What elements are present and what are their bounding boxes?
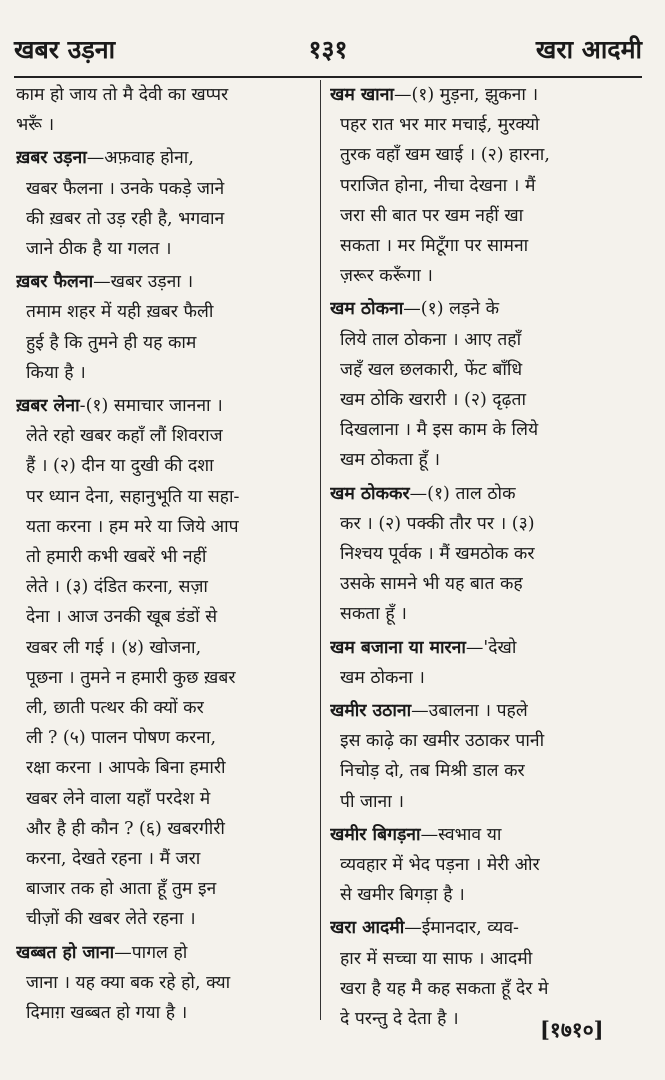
entry-text: इस काढ़े का खमीर उठाकर पानी <box>340 731 545 752</box>
entry-text: खबर लेने वाला यहाँ परदेश मे <box>26 788 211 809</box>
entry-text: —(१) ताल ठोक <box>409 483 516 504</box>
entry-text: —स्वभाव या <box>420 824 502 845</box>
entry-line <box>16 80 312 110</box>
entry-text: की ख़बर तो उड़ रही है, भगवान <box>26 208 225 229</box>
right-column <box>330 80 628 1037</box>
entry-line <box>16 602 312 632</box>
entry-headword: खम खाना <box>330 85 394 105</box>
entry-text: उसके सामने भी यह बात कह <box>340 574 523 595</box>
entry-text: से खमीर बिगड़ा है । <box>340 885 465 906</box>
entry-line <box>330 696 628 726</box>
entry-text: रक्षा करना । आपके बिना हमारी <box>26 758 226 779</box>
entry-line <box>16 451 312 481</box>
entry-text: खबर ली गई । (४) खोजना, <box>26 637 202 658</box>
entry-line <box>16 174 312 204</box>
entry-text: तो हमारी कभी खबरें भी नहीं <box>26 547 207 568</box>
entry-text: —अफ़वाह होना, <box>86 148 194 169</box>
entry-headword: खरा आदमी <box>330 918 405 939</box>
page-footer-code: [१७१०] <box>540 1017 604 1042</box>
entry-line <box>330 726 628 756</box>
entry-line <box>330 231 628 261</box>
entry-text: तमाम शहर में यही ख़बर फैली <box>26 302 214 323</box>
entry-line <box>330 663 628 693</box>
entry-text: ली, छाती पत्थर की क्यों कर <box>26 698 204 719</box>
entry-headword: ख़बर उड़ना <box>16 148 87 169</box>
entry-line <box>330 355 628 385</box>
entry-line <box>330 850 628 880</box>
entry-text: दे परन्तु दे देता है । <box>340 1009 459 1030</box>
entry-headword: खम ठोककर <box>330 483 410 504</box>
entry-line <box>330 415 628 445</box>
entry-text: दिमाग़ खब्बत हो गया है । <box>26 1003 188 1024</box>
entry-text: जाना । यह क्या बक रहे हो, क्या <box>26 972 231 993</box>
entry-line <box>330 880 628 910</box>
entry-text: —उबालना । पहले <box>411 701 528 722</box>
entry-headword: ख़बर लेना <box>16 396 80 417</box>
entry-line <box>16 204 312 234</box>
entry-text: हैं । (२) दीन या दुखी की दशा <box>26 456 214 477</box>
dictionary-entry <box>330 294 628 475</box>
entry-line <box>330 110 628 140</box>
running-head-left: खबर उड़ना <box>14 35 116 64</box>
entry-line <box>330 261 628 291</box>
entry-text: और है ही कौन ? (६) खबरगीरी <box>26 818 225 839</box>
dictionary-entry <box>330 479 628 630</box>
entry-text: हार में सच्चा या साफ । आदमी <box>340 948 533 969</box>
dictionary-entry <box>330 820 628 911</box>
page-number: १३१ <box>308 35 348 64</box>
entry-line <box>330 385 628 415</box>
entry-line <box>330 599 628 629</box>
entry-text: —(१) मुड़ना, झुकना । <box>393 85 539 105</box>
entry-text: —खबर उड़ना । <box>93 272 194 293</box>
entry-line <box>16 482 312 512</box>
entry-text: पूछना । तुमने न हमारी कुछ ख़बर <box>26 667 236 688</box>
entry-line <box>330 569 628 599</box>
page-header <box>14 32 642 72</box>
entry-line <box>330 539 628 569</box>
entry-text: —(१) लड़ने के <box>403 299 500 320</box>
entry-line <box>16 723 312 753</box>
dictionary-entry <box>16 143 312 264</box>
entry-text: निश्चय पूर्वक । मैं खमठोक कर <box>340 544 535 565</box>
entry-headword: खब्बत हो जाना <box>16 942 115 963</box>
entry-line <box>16 874 312 904</box>
entry-text: खम ठोकि खरारी । (२) दृढ़ता <box>340 390 527 411</box>
entry-line <box>16 904 312 934</box>
entry-text: -(१) समाचार जानना । <box>79 396 223 417</box>
entry-line <box>330 140 628 170</box>
entry-line <box>16 328 312 358</box>
dictionary-entry <box>16 80 312 140</box>
entry-text: भरूँ । <box>16 115 55 136</box>
entry-line <box>16 814 312 844</box>
entry-line <box>330 944 628 974</box>
entry-headword: खमीर बिगड़ना <box>330 824 421 845</box>
entry-text: जहँ खल छलकारी, फेंट बाँधि <box>340 359 523 380</box>
entry-text: —पागल हो <box>114 942 188 963</box>
entry-line <box>16 753 312 783</box>
entry-text: निचोड़ दो, तब मिश्री डाल कर <box>340 761 525 782</box>
entry-line <box>16 784 312 814</box>
entry-text: पहर रात भर मार मचाई, मुरक्यो <box>340 115 540 136</box>
entry-text: खरा है यह मै कह सकता हूँ देर मे <box>340 978 549 999</box>
entry-text: कर । (२) पक्की तौर पर । (३) <box>340 513 535 534</box>
entry-line <box>330 913 628 943</box>
entry-line <box>330 756 628 786</box>
entry-text: हुई है कि तुमने ही यह काम <box>26 332 197 353</box>
entry-line <box>16 297 312 327</box>
entry-line <box>330 325 628 355</box>
entry-text: —ईमानदार, व्यव- <box>404 918 519 939</box>
entry-text: खबर फैलना । उनके पकड़े जाने <box>26 178 225 199</box>
entry-text: दिखलाना । मै इस काम के लिये <box>340 420 539 441</box>
entry-text: सकता हूँ । <box>340 604 407 625</box>
entry-line <box>16 663 312 693</box>
entry-text: देना । आज उनकी खूब डंडों से <box>26 607 218 628</box>
entry-text: पी जाना । <box>340 791 404 812</box>
entry-headword: खम बजाना या मारना <box>330 637 466 658</box>
entry-text: यता करना । हम मरे या जिये आप <box>26 516 239 537</box>
entry-line <box>16 110 312 140</box>
entry-line <box>330 633 628 663</box>
entry-text: लिये ताल ठोकना । आए तहाँ <box>340 329 522 350</box>
left-column <box>16 80 312 1031</box>
entry-text: पर ध्यान देना, सहानुभूति या सहा- <box>26 486 240 507</box>
entry-line <box>330 294 628 324</box>
entry-line <box>16 844 312 874</box>
entry-line <box>330 479 628 509</box>
entry-text: तुरक वहाँ खम खाई । (२) हारना, <box>340 145 550 166</box>
entry-line <box>16 267 312 297</box>
entry-text: व्यवहार में भेद पड़ना । मेरी ओर <box>340 855 540 876</box>
entry-line <box>330 445 628 475</box>
entry-text: किया है । <box>26 362 86 383</box>
entry-text: करना, देखते रहना । मैं जरा <box>26 849 201 870</box>
entry-headword: खम ठोकना <box>330 299 404 320</box>
entry-line <box>330 509 628 539</box>
entry-line <box>330 201 628 231</box>
entry-line <box>330 787 628 817</box>
entry-line <box>330 820 628 850</box>
entry-headword: खमीर उठाना <box>330 701 412 722</box>
entry-text: ज़रूर करूँगा । <box>340 266 433 287</box>
entry-text: जरा सी बात पर खम नहीं खा <box>340 205 524 226</box>
entry-line <box>16 358 312 388</box>
entry-line <box>16 421 312 451</box>
entry-headword: ख़बर फैलना <box>16 272 94 293</box>
entry-line <box>16 938 312 968</box>
dictionary-entry <box>330 633 628 693</box>
dictionary-entry <box>330 696 628 817</box>
entry-text: चीज़ों की खबर लेते रहना । <box>26 909 196 930</box>
running-head-right: खरा आदमी <box>535 35 642 64</box>
entry-line <box>330 974 628 1004</box>
header-rule <box>14 76 642 78</box>
dictionary-entry <box>16 391 312 935</box>
entry-line <box>16 143 312 173</box>
entry-text: लेते । (३) दंडित करना, सज़ा <box>26 577 208 598</box>
entry-line <box>16 234 312 264</box>
entry-text: जाने ठीक है या गलत । <box>26 239 172 260</box>
entry-line <box>16 633 312 663</box>
entry-text: —'देखो <box>465 637 517 658</box>
entry-line <box>330 171 628 201</box>
entry-line <box>16 572 312 602</box>
dictionary-entry <box>16 938 312 1029</box>
entry-text: खम ठोकना । <box>340 667 425 688</box>
entry-line <box>16 512 312 542</box>
entry-text: सकता । मर मिटूँगा पर सामना <box>340 236 529 257</box>
entry-line <box>16 998 312 1028</box>
entry-text: ली ? (५) पालन पोषण करना, <box>26 728 217 749</box>
entry-line <box>16 968 312 998</box>
entry-text: काम हो जाय तो मै देवी का खप्पर <box>16 85 229 105</box>
entry-text: बाजार तक हो आता हूँ तुम इन <box>26 879 217 900</box>
dictionary-entry <box>330 80 628 291</box>
entry-line <box>16 542 312 572</box>
entry-line <box>330 80 628 110</box>
entry-line <box>16 693 312 723</box>
column-divider <box>320 80 321 1020</box>
dictionary-entry <box>16 267 312 388</box>
entry-text: खम ठोकता हूँ । <box>340 450 441 471</box>
entry-text: पराजित होना, नीचा देखना । मैं <box>340 175 536 196</box>
entry-line <box>16 391 312 421</box>
entry-text: लेते रहो खबर कहाँ लौं शिवराज <box>26 426 223 447</box>
